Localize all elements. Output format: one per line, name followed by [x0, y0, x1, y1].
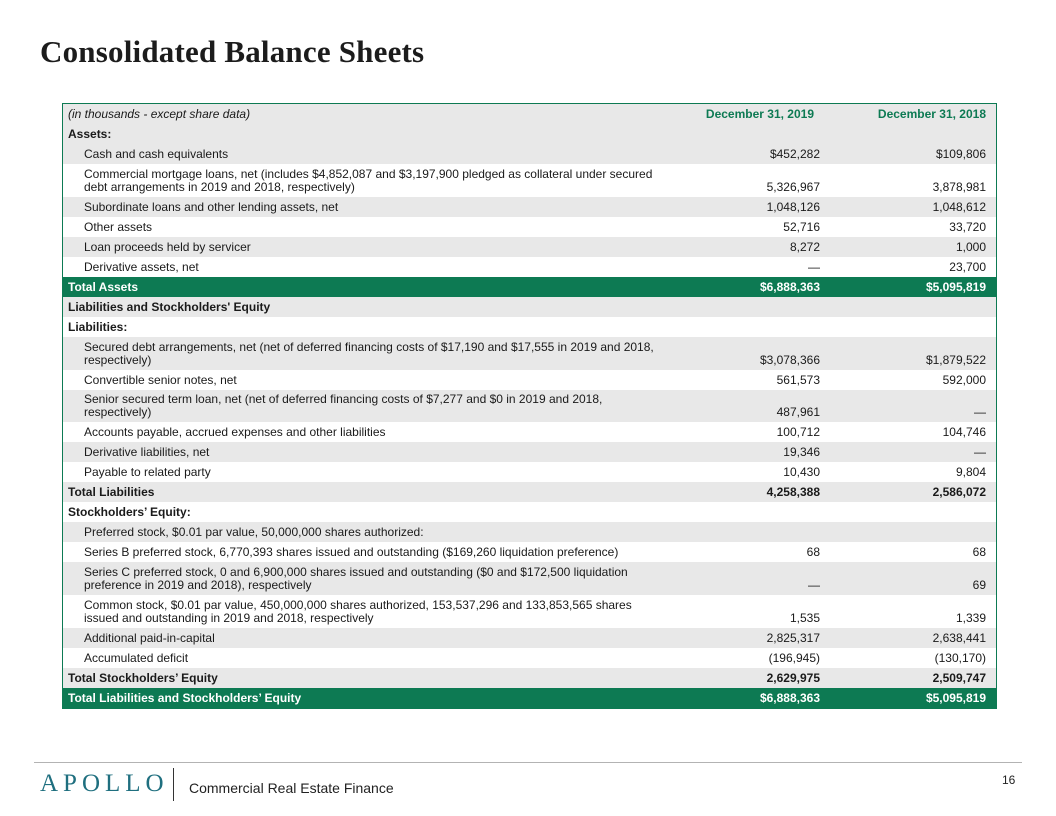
value-2019: $6,888,363 — [759, 691, 820, 705]
value-2019: 8,272 — [789, 240, 820, 254]
table-row — [63, 370, 996, 390]
column-header-2018: December 31, 2018 — [877, 107, 986, 121]
value-2019: 2,629,975 — [766, 671, 820, 685]
value-2018: $5,095,819 — [925, 280, 986, 294]
row-label: Total Liabilities — [68, 485, 155, 499]
table-row — [63, 522, 996, 542]
row-label: Total Liabilities and Stockholders’ Equity — [68, 691, 302, 705]
total-row — [63, 277, 996, 297]
row-label: Commercial mortgage loans, net (includes $4,852,087 and $3,197,900 pledged as collateral under secured debt arrangements in 2019 and 2018, respectively) — [84, 167, 653, 194]
section-header-row — [63, 297, 996, 317]
value-2018: 2,638,441 — [932, 631, 986, 645]
table-row — [63, 164, 996, 197]
row-label: Convertible senior notes, net — [84, 373, 237, 387]
value-2019: — — [808, 260, 820, 274]
value-2019: 68 — [806, 545, 820, 559]
value-2018: 592,000 — [942, 373, 986, 387]
page-number: 16 — [1002, 773, 1016, 787]
value-2019: 100,712 — [776, 425, 820, 439]
row-label: Stockholders’ Equity: — [68, 505, 191, 519]
row-label: Cash and cash equivalents — [84, 147, 229, 161]
value-2019: 1,535 — [789, 611, 820, 625]
value-2018: (130,170) — [934, 651, 986, 665]
value-2018: 1,339 — [955, 611, 986, 625]
row-label: Series B preferred stock, 6,770,393 shares issued and outstanding ($169,260 liquidation preference) — [84, 545, 619, 559]
table-header-row — [63, 104, 996, 124]
table-row — [63, 542, 996, 562]
value-2018: — — [974, 445, 986, 459]
value-2019: 4,258,388 — [766, 485, 820, 499]
row-label: Subordinate loans and other lending assets, net — [84, 200, 339, 214]
table-row — [63, 628, 996, 648]
value-2018: 69 — [972, 578, 986, 592]
row-label: Senior secured term loan, net (net of deferred financing costs of $7,277 and $0 in 2019 and 2018, respectively) — [84, 392, 603, 419]
value-2018: 33,720 — [949, 220, 986, 234]
value-2019: $6,888,363 — [759, 280, 820, 294]
value-2019: (196,945) — [768, 651, 820, 665]
balance-sheet-table — [62, 103, 997, 709]
value-2018: 3,878,981 — [932, 180, 986, 194]
page-title: Consolidated Balance Sheets — [40, 34, 425, 69]
value-2019: 2,825,317 — [766, 631, 820, 645]
row-label: Derivative liabilities, net — [84, 445, 210, 459]
footer-divider — [34, 762, 1022, 763]
row-label: Accumulated deficit — [84, 651, 189, 665]
row-label: Liabilities: — [68, 320, 128, 334]
units-note: (in thousands - except share data) — [68, 107, 251, 121]
value-2018: 104,746 — [942, 425, 986, 439]
footer-company-text: Commercial Real Estate Finance — [189, 780, 394, 796]
value-2018: 1,000 — [955, 240, 986, 254]
row-label: Preferred stock, $0.01 par value, 50,000,000 shares authorized: — [84, 525, 424, 539]
value-2018: 2,509,747 — [932, 671, 986, 685]
row-label: Additional paid-in-capital — [84, 631, 215, 645]
logo-separator — [173, 768, 174, 801]
value-2018: 68 — [972, 545, 986, 559]
row-label: Total Assets — [68, 280, 139, 294]
row-label: Common stock, $0.01 par value, 450,000,000 shares authorized, 153,537,296 and 133,853,565 shares issued and outstanding in 2019 and 2018, respectively — [84, 598, 632, 625]
value-2018: $1,879,522 — [925, 353, 986, 367]
row-label: Loan proceeds held by servicer — [84, 240, 251, 254]
value-2018: $5,095,819 — [925, 691, 986, 705]
total-row — [63, 688, 996, 708]
value-2019: $452,282 — [769, 147, 820, 161]
row-label: Derivative assets, net — [84, 260, 199, 274]
row-label: Payable to related party — [84, 465, 211, 479]
row-label: Assets: — [68, 127, 112, 141]
value-2019: 5,326,967 — [766, 180, 820, 194]
value-2019: 19,346 — [783, 445, 820, 459]
row-label: Series C preferred stock, 0 and 6,900,000 shares issued and outstanding ($0 and $172,500 liquidation preference in 2019 and 2018), respectively — [84, 565, 628, 592]
table-row — [63, 197, 996, 217]
value-2019: — — [808, 578, 820, 592]
table-row — [63, 462, 996, 482]
apollo-logo: APOLLO — [40, 770, 169, 797]
value-2018: — — [974, 405, 986, 419]
row-label: Total Stockholders’ Equity — [68, 671, 218, 685]
table-row — [63, 668, 996, 688]
value-2019: 1,048,126 — [766, 200, 820, 214]
value-2018: 2,586,072 — [932, 485, 986, 499]
table-row — [63, 482, 996, 502]
row-label: Accounts payable, accrued expenses and other liabilities — [84, 425, 386, 439]
table-row — [63, 217, 996, 237]
section-header-row — [63, 317, 996, 337]
value-2019: 561,573 — [776, 373, 820, 387]
value-2018: 9,804 — [955, 465, 986, 479]
value-2018: 1,048,612 — [932, 200, 986, 214]
table-row — [63, 648, 996, 668]
value-2019: 10,430 — [783, 465, 820, 479]
table-row — [63, 237, 996, 257]
row-label: Other assets — [84, 220, 153, 234]
row-label: Secured debt arrangements, net (net of deferred financing costs of $17,190 and $17,555 in 2019 and 2018, respectively) — [84, 340, 654, 367]
value-2018: 23,700 — [949, 260, 986, 274]
column-header-2019: December 31, 2019 — [705, 107, 814, 121]
value-2019: 487,961 — [776, 405, 820, 419]
table-row — [63, 595, 996, 628]
table-row — [63, 337, 996, 370]
table-row — [63, 390, 996, 422]
table-row — [63, 422, 996, 442]
value-2019: 52,716 — [783, 220, 820, 234]
table-row — [63, 442, 996, 462]
value-2018: $109,806 — [935, 147, 986, 161]
row-label: Liabilities and Stockholders' Equity — [68, 300, 271, 314]
section-header-row — [63, 502, 996, 522]
value-2019: $3,078,366 — [759, 353, 820, 367]
section-header-row — [63, 124, 996, 144]
table-body — [63, 124, 996, 708]
table-row — [63, 144, 996, 164]
table-row — [63, 257, 996, 277]
table-row — [63, 562, 996, 595]
